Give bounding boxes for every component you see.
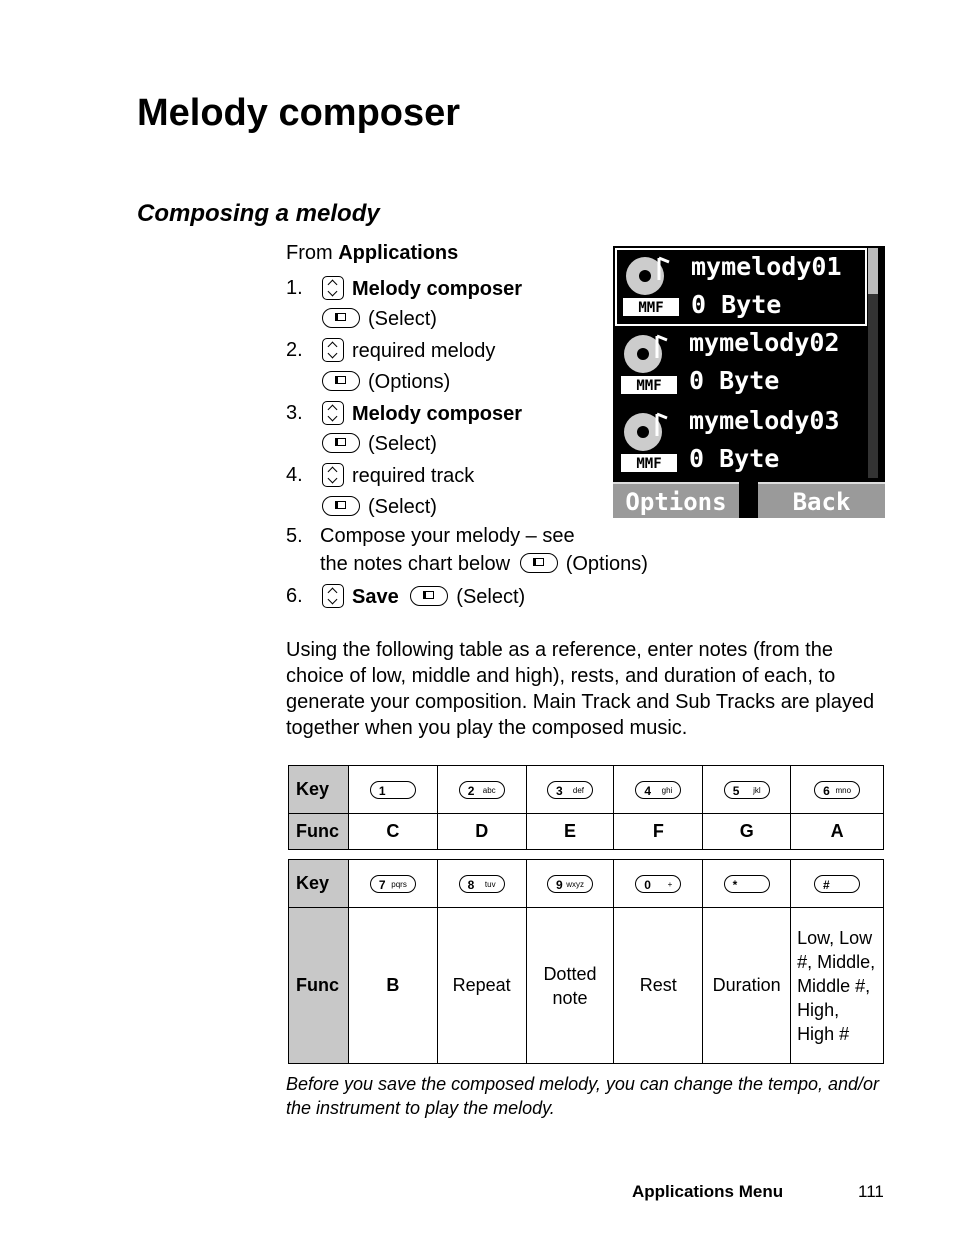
key-3-icon: 3 def	[547, 781, 593, 799]
step-3-sub	[322, 432, 437, 456]
melody-file-icon	[619, 332, 681, 398]
key-row	[289, 766, 884, 814]
key-4-icon: 4 ghi	[635, 781, 681, 799]
func-cell: E	[526, 814, 614, 850]
entry-name: mymelody02	[689, 328, 840, 357]
step-sub-text: (Select)	[368, 308, 437, 330]
func-header: Func	[289, 814, 349, 850]
page-title: Melody composer	[137, 92, 461, 134]
key-row	[289, 860, 884, 908]
soft-key-icon	[410, 586, 448, 606]
func-cell: C	[348, 814, 437, 850]
soft-key-icon	[322, 308, 360, 328]
soft-key-icon	[520, 553, 558, 573]
tempo-note: Before you save the composed melody, you can change the tempo, and/or the instrument to play the melody.	[286, 1074, 880, 1118]
step-6-action: (Select)	[456, 586, 526, 608]
func-cell: F	[614, 814, 703, 850]
instructions-paragraph: Using the following table as a reference, enter notes (from the choice of low, middle and high), rests, and duration of each, to generate your composition. Main Track and Sub Tracks are played together when you play the composed music.	[286, 639, 875, 739]
key-1-icon: 1	[370, 781, 416, 799]
key-0-icon: 0 +	[635, 875, 681, 893]
keys-table-2	[288, 859, 884, 1064]
entry-size: 0 Byte	[691, 290, 782, 319]
func-cell: Rest	[614, 908, 703, 1064]
func-cell: Repeat	[437, 908, 526, 1064]
key-header: Key	[289, 766, 349, 814]
step-5-line2	[320, 552, 648, 576]
entry-size: 0 Byte	[689, 444, 780, 473]
step-sub-text: (Select)	[368, 496, 437, 518]
key-5-icon: 5 jkl	[724, 781, 770, 799]
phone-screen	[613, 246, 885, 518]
nav-key-icon	[322, 463, 344, 487]
melody-entry	[613, 326, 875, 404]
section-subtitle: Composing a melody	[137, 200, 380, 227]
keys-table-1	[288, 765, 884, 850]
step-text: required track	[352, 465, 475, 487]
func-cell: Dotted note	[526, 908, 614, 1064]
soft-key-icon	[322, 496, 360, 516]
nav-key-icon	[322, 276, 344, 300]
key-2-icon: 2 abc	[459, 781, 505, 799]
step-text: Melody composer	[352, 278, 523, 300]
icon-label: MMF	[636, 378, 662, 394]
footer-section: Applications Menu	[632, 1182, 784, 1201]
icon-label: MMF	[638, 300, 664, 316]
screen-scrollbar	[868, 248, 878, 478]
func-header: Func	[289, 908, 349, 1064]
nav-key-icon	[322, 401, 344, 425]
step-number: 1.	[286, 277, 303, 299]
nav-key-icon	[322, 584, 344, 608]
step-text: Melody composer	[352, 403, 523, 425]
step-number: 6.	[286, 585, 303, 607]
step-number: 2.	[286, 339, 303, 361]
step-4-sub	[322, 495, 437, 519]
page-number: 111	[858, 1182, 884, 1201]
key-hash-icon: #	[814, 875, 860, 893]
step-sub-text: (Options)	[368, 371, 451, 393]
nav-key-icon	[322, 338, 344, 362]
func-cell: Duration	[703, 908, 791, 1064]
step-number: 4.	[286, 464, 303, 486]
func-cell: D	[437, 814, 526, 850]
step-number: 5.	[286, 525, 303, 547]
key-6-icon: 6 mno	[814, 781, 860, 799]
melody-file-icon	[621, 254, 683, 320]
soft-key-icon	[322, 371, 360, 391]
entry-name: mymelody03	[689, 406, 840, 435]
entry-size: 0 Byte	[689, 366, 780, 395]
step-6-text: Save	[352, 586, 399, 608]
soft-key-icon	[322, 433, 360, 453]
melody-entry	[613, 404, 875, 482]
intro-prefix: From	[286, 242, 333, 264]
func-cell: A	[791, 814, 884, 850]
melody-file-icon	[619, 410, 681, 476]
key-star-icon: *	[724, 875, 770, 893]
step-5-text: the notes chart below	[320, 553, 511, 575]
scrollbar-thumb	[868, 248, 878, 294]
intro-line	[286, 241, 458, 265]
options-soft-label: Options	[613, 482, 739, 518]
key-9-icon: 9 wxyz	[547, 875, 593, 893]
step-5-action: (Options)	[565, 553, 648, 575]
icon-label: MMF	[636, 456, 662, 472]
key-7-icon: 7 pqrs	[370, 875, 416, 893]
step-1-sub	[322, 307, 437, 331]
func-cell: B	[348, 908, 437, 1064]
func-row	[289, 908, 884, 1064]
func-cell: Low, Low #, Middle, Middle #, High, High #	[791, 908, 884, 1064]
melody-entry-selected	[615, 248, 867, 326]
intro-applications: Applications	[338, 242, 459, 264]
step-5-line1: Compose your melody – see	[320, 525, 575, 547]
step-sub-text: (Select)	[368, 433, 437, 455]
key-header: Key	[289, 860, 349, 908]
step-2-sub	[322, 370, 450, 394]
entry-name: mymelody01	[691, 252, 842, 281]
step-number: 3.	[286, 402, 303, 424]
back-soft-label: Back	[758, 482, 885, 518]
func-cell: G	[703, 814, 791, 850]
step-text: required melody	[352, 340, 496, 362]
key-8-icon: 8 tuv	[459, 875, 505, 893]
func-row	[289, 814, 884, 850]
